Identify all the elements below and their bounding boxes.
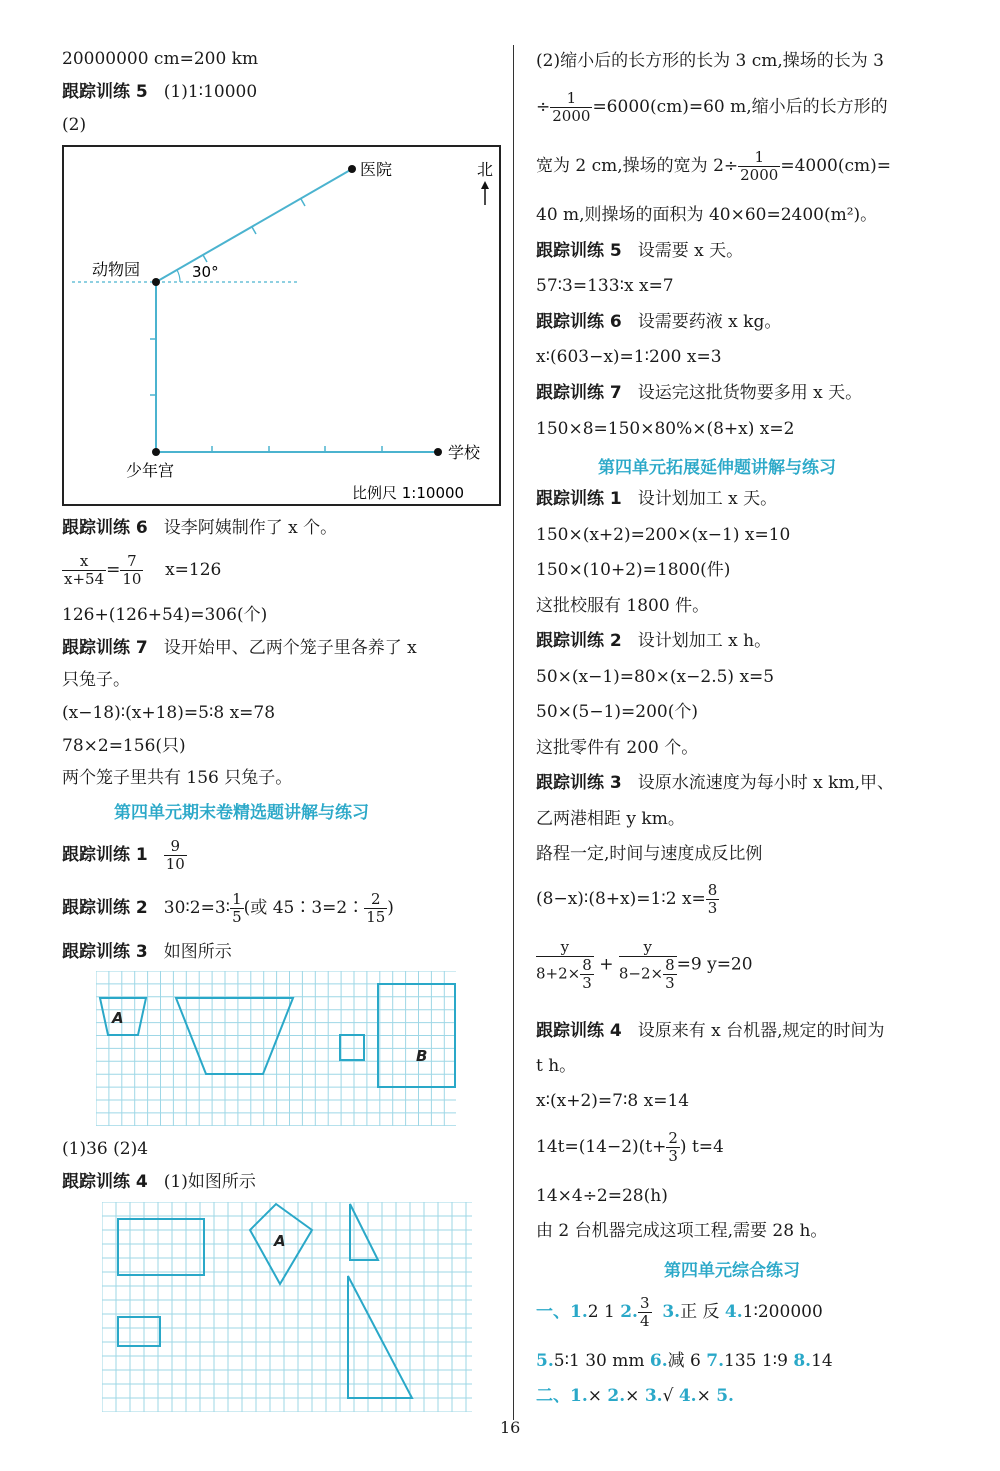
school-label: 学校 [448, 443, 481, 462]
fraction: $\frac{3}{4}$ [639, 1294, 650, 1330]
grid-diagram-1 [96, 971, 456, 1126]
line: 20000000 cm=200 km [62, 49, 259, 69]
line [62, 1171, 256, 1193]
line: 由 2 台机器完成这项工程,需要 28 h。 [536, 1221, 828, 1241]
line [536, 311, 781, 333]
exercise-tag: 跟踪训练 7 [536, 383, 622, 403]
exercise-tag: 跟踪训练 6 [62, 518, 148, 538]
line: 这批校服有 1800 件。 [536, 596, 710, 616]
section-heading: 第四单元拓展延伸题讲解与练习 [598, 458, 836, 478]
school-point [434, 448, 442, 456]
exercise-tag: 跟踪训练 1 [536, 489, 622, 509]
line [536, 772, 894, 794]
fraction: $\frac{2}{15}$ [366, 890, 386, 926]
angle-label: 30° [192, 263, 219, 281]
line: (8−x)∶(8+x)=1∶2 x= $\frac{8}{3}$ [536, 881, 718, 917]
fraction: $\frac{7}{10}$ [122, 552, 142, 588]
line: 路程一定,时间与速度成反比例 [536, 844, 763, 864]
answer-line: 二、1.× 2.× 3.√ 4.× 5. [536, 1386, 734, 1406]
line: 150×(x+2)=200×(x−1) x=10 [536, 525, 791, 545]
line [62, 941, 232, 963]
line [62, 637, 417, 659]
text: 设需要 x 天。 [637, 241, 744, 261]
line [62, 836, 187, 874]
line: 只兔子。 [62, 670, 130, 690]
line: 宽为 2 cm,操场的宽为 2÷ $\frac{1}{2000}$ =4000(cm)= [536, 148, 891, 184]
complex-fraction: y 8+2× $\frac{8}{3}$ [536, 938, 592, 992]
exercise-tag: 跟踪训练 4 [62, 1172, 148, 1192]
line: t h。 [536, 1056, 577, 1076]
palace-point [152, 448, 160, 456]
page-number: 16 [500, 1418, 521, 1437]
exercise-tag: 跟踪训练 3 [536, 773, 622, 793]
hospital-label: 医院 [360, 160, 393, 179]
text: 设计划加工 x 天。 [637, 489, 778, 509]
line: (2)缩小后的长方形的长为 3 cm,操场的长为 3 [536, 51, 884, 71]
line: x∶(603−x)=1∶200 x=3 [536, 347, 722, 367]
line: 50×(5−1)=200(个) [536, 702, 698, 722]
answer-line: 一、1.2 1 2. $\frac{3}{4}$ 3.正 反 4.1∶200000 [536, 1294, 823, 1330]
exercise-tag: 跟踪训练 2 [536, 631, 622, 651]
section-heading: 第四单元综合练习 [664, 1261, 800, 1281]
exercise-tag: 跟踪训练 7 [62, 638, 148, 658]
map-diagram [62, 145, 502, 507]
line [536, 630, 771, 652]
fraction: $\frac{1}{5}$ [232, 890, 242, 926]
line: 78×2=156(只) [62, 736, 186, 756]
text: (1)如图所示 [163, 1172, 256, 1192]
line: 两个笼子里共有 156 只兔子。 [62, 768, 293, 788]
line: x∶(x+2)=7∶8 x=14 [536, 1091, 690, 1111]
line: (1)36 (2)4 [62, 1139, 149, 1159]
line [62, 517, 337, 539]
text: 设需要药液 x kg。 [637, 312, 782, 332]
plus-sign: + [599, 954, 614, 975]
equation: $\frac{x}{x+54}$ = $\frac{7}{10}$ x=126 [64, 552, 222, 588]
line: 40 m,则操场的面积为 40×60=2400(m²)。 [536, 205, 878, 225]
column-divider [513, 45, 514, 1420]
scale-label: 比例尺 1:10000 [352, 484, 465, 502]
text: 设计划加工 x h。 [637, 631, 772, 651]
line: 14×4÷2=28(h) [536, 1186, 668, 1206]
grid-diagram-2 [102, 1202, 472, 1412]
label-b: B [416, 1047, 428, 1065]
hospital-point [348, 165, 356, 173]
zoo-label: 动物园 [92, 260, 141, 279]
line: 57∶3=133∶x x=7 [536, 276, 674, 296]
text: 设原来有 x 台机器,规定的时间为 [637, 1021, 885, 1041]
label-a: A [274, 1232, 286, 1250]
fraction: $\frac{x}{x+54}$ [64, 552, 105, 588]
line: (x−18)∶(x+18)=5∶8 x=78 [62, 703, 276, 723]
line [536, 240, 743, 262]
fraction: $\frac{1}{2000}$ [740, 148, 779, 184]
exercise-tag: 跟踪训练 3 [62, 942, 148, 962]
line: 乙两港相距 y km。 [536, 809, 685, 829]
line: (2) [62, 115, 87, 135]
exercise-tag: 跟踪训练 5 [62, 82, 148, 102]
line: 跟踪训练 2 30∶2=3∶ $\frac{1}{5}$ (或 45∶3=2∶ $\frac{2}{15}$ ) [62, 890, 394, 926]
line: 126+(126+54)=306(个) [62, 605, 268, 625]
north-label: 北 [477, 160, 494, 179]
complex-equation: y 8+2× $\frac{8}{3}$ + y 8−2× $\frac{8}{3}$ =9 y=20 [536, 938, 753, 992]
text: 设原水流速度为每小时 x km,甲、 [637, 773, 894, 793]
exercise-tag: 跟踪训练 4 [536, 1021, 622, 1041]
line [536, 1020, 885, 1042]
text: 设李阿姨制作了 x 个。 [163, 518, 338, 538]
fraction: $\frac{1}{2000}$ [552, 89, 591, 125]
zoo-point [152, 278, 160, 286]
exercise-tag: 跟踪训练 2 [62, 898, 148, 918]
line: 50×(x−1)=80×(x−2.5) x=5 [536, 667, 775, 687]
line: 150×8=150×80%×(8+x) x=2 [536, 419, 795, 439]
exercise-tag: 跟踪训练 6 [536, 312, 622, 332]
section-heading: 第四单元期末卷精选题讲解与练习 [114, 803, 369, 823]
exercise-tag: 跟踪训练 5 [536, 241, 622, 261]
line [536, 382, 862, 404]
fraction: $\frac{9}{10}$ [165, 837, 185, 873]
answer-line: 5.5∶1 30 mm 6.减 6 7.135 1∶9 8.14 [536, 1351, 833, 1371]
text: 设开始甲、乙两个笼子里各养了 x [163, 638, 417, 658]
fraction: $\frac{8}{3}$ [707, 881, 718, 917]
fraction: $\frac{2}{3}$ [668, 1129, 678, 1165]
answer: (1)1∶10000 [163, 82, 258, 102]
palace-label: 少年宫 [126, 461, 175, 480]
text: 设运完这批货物要多用 x 天。 [637, 383, 863, 403]
line [62, 81, 257, 103]
complex-fraction: y 8−2× $\frac{8}{3}$ [618, 938, 675, 992]
line: 这批零件有 200 个。 [536, 738, 699, 758]
line [536, 488, 777, 510]
label-a: A [112, 1009, 124, 1027]
line: ÷ $\frac{1}{2000}$ =6000(cm)=60 m,缩小后的长方形的 [536, 89, 888, 125]
text: 如图所示 [163, 942, 232, 962]
line: 14t=(14−2)(t+ $\frac{2}{3}$ ) t=4 [536, 1129, 724, 1165]
exercise-tag: 跟踪训练 1 [62, 845, 148, 865]
line: 150×(10+2)=1800(件) [536, 560, 731, 580]
